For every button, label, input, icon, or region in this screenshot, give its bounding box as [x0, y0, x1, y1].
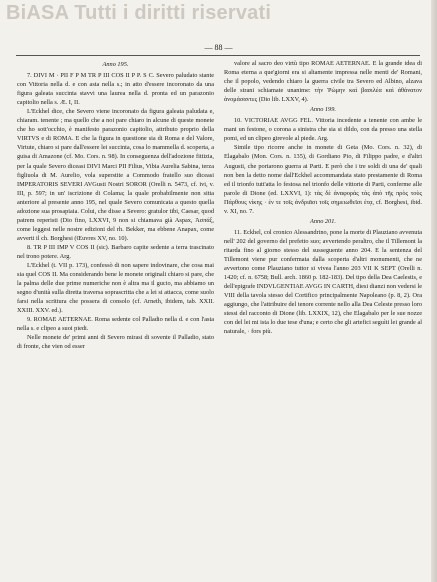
- year-heading: Anno 195.: [102, 61, 129, 68]
- entry-paragraph: 10. VICTORIAE AVGG FEL. Vittoria incedente a tenente con ambe le mani un festone, o corona a sinistra che sia si dildo, con da presso una stella pomi, ed un clipeo girevole al piede. Arg.: [224, 117, 422, 143]
- entry-paragraph: 7. DIVI M · PII F P M TR P III COS II P P. S C. Severo paludato stante con Vittoria nella d. e con asta nella s.; in atto d'essere incoronato da una figura galeata succinta stavvi una laurea nella d. pronta ed un parazonio capitolio nella s. Æ. I, II.: [17, 72, 214, 107]
- entry-paragraph: 11. Eckhel, col cronico Alessandrino, pone la morte di Plauziano avvenuta nell' 202 del governo del prefetto suo; avvertendo peraltro, che il Tillemont la ritarda fino al giorno stesso del susseguente anno 204. E la sentenza del Tillemont viene pur confermata dalla scoperta d'altri monumenti, che ne avvertono come Plauziano tuttor si vivea l'anno 203 VII K SEPT (Orelli n. 1420; cf. n. 6758; Bull. arch. 1860 p. 182-183). Del tipo della Dea Caelestis, e dell'epigrafe INDVLGENTIAE AVGG IN CARTH, diesi dianzi non vedersi le VIII della tavola stesso del Cortifico principalmente Napoleano (p. 8, 2). Ora aggiungo, che l'attribuire del tenore corrente nello alla Dea Celeste presso loro stessi del racconto di Dione (lib. LXXIX, 12), che Elagabalo per le sue nozze con del lei mi ista lo due tese d'una; e certo che gli artefici seguìti lei grande al naturale, · fors più.: [224, 228, 422, 336]
- body-paragraph: valore al sacro deo virtù tipo ROMAE AETERNAE. E la grande idea di Roma eterna a que'giorni era si altamente impressa nelle menti de' Romani, che il popolo, vedendo chiaro la guerra civile tra Severo ed Albino, alzava delle strani schiamate unanime: τὴν Ῥώμην καὶ βασιλέα καὶ ἀθάνατον ἀνομάσαντες (Dio lib. LXXV, 4).: [224, 60, 422, 104]
- year-heading: Anno 199.: [310, 106, 336, 114]
- header-rule: [16, 55, 420, 56]
- page-number: — 88 —: [204, 43, 233, 52]
- watermark: BiASA Tutti i diritti riservati: [6, 2, 272, 24]
- entry-paragraph: 8. TR P III IMP V COS II (sic). Barbaro capite sedente a terra trascinato nel trono potere. Arg.: [17, 243, 214, 260]
- body-paragraph: L'Eckhel (t. VII p. 173), confessò di non sapere indovinare, che cosa mai sia quel COS II. Ma considerando bene le monete originali chiaro si pare, che la palma delle due prime numeriche non è altra ma il gucio, ma abbiamo un segno d'unità sulla diretta traversa soprascritta che a lei si attacca, come suolo farsi nella scrittura che possera di consolo (cf. Arneth, ibidem, tab. XXII. XXIII. XXV. ed.).: [17, 262, 214, 315]
- entry-paragraph: 9. ROMAE AETERNAE. Roma sedente col Palladio nella d. e con l'asta nella s. e clipeo a suoi piedi.: [17, 316, 214, 333]
- body-paragraph: Nelle monete de' primi anni di Severo mirasi di sovente il Palladio, stato di fronte, che vien od esser: [17, 334, 214, 351]
- left-column: [17, 59, 214, 352]
- body-paragraph: L'Eckhel dice, che Severo viene incoronato da figura galeata paludata e, chiaram. tenente ; ma quello che a noi pare chiaro in alcune di queste monete che ho sott'occhio, è manifesto parazonio capitolio, attributo proprio della VIRTVS e di ROMA. E che la figura in questione sia di Roma e del Valore, Virtute, chiaro si pare dall'essere lei succinta, cosa lo mammella d. scoperta, a guisa di Amazone (cf. Mo. Cors. n. 98). In conseguenza dell'adozione fittizia, per la quale Severo diceasi DIVI Marci PII Filius, Vibia Aurelia Sabina, terza figliuola di M. Aurelio, vola superstite a Commodo fratello suo diceasi IMPERATORIS SEVERI AVGusti Nostri SOROR (Orelli n. 5473, cf. ivi, v. III, p. 597; in un' iscrizione di Colama; la quale probabilmente non sitta anteriore al presente anno 195, nel quale Severo comunicata a questo quella adozione sua prosapiaia. Colui, che disse a Severo: gratulor tibi, Caesar, quod patrem reperisti (Dio fino, LXXVI, 9 non si chiamava già Aspax, Ἀσπάξ, come leggesi nelle nostre edizioni del rh. Bekker, ma ebbene Anapax, come avverti il ch. Borghesi (Œuvres XV, no. 10).: [17, 108, 214, 242]
- right-column: [224, 59, 422, 336]
- year-heading: Anno 201.: [310, 217, 336, 225]
- page-edge: [431, 0, 437, 582]
- body-paragraph: Simile tipo ricorre anche in monete di Geta (Mo. Cors. n. 32), di Elagabalo (Mon. Cors. n. 135), di Gordiano Pio, di Filippo padre, e d'altri Augusti, che portarono guerra ai Parti. E però che i tre soldi di una de' quali non ben la detto nome dall'Eckhel accommandata stato prestamente di Roma ed il trionfo tutt'atta lo festosa nel trionfo delle vittorie di Parti, conferme alle parole di Dione (ed. LXXVI, 1): τὰς δὲ ἀναφορὰς τὰς ἀπὸ τῆς πρὸς τοὺς Πάρθους νίκης · ἐν τε τοῖς ἀνδριᾶσι τοῖς σημειωθεῖσι ἐτᾳ, cf. Borghesi, ibid. v. XI, no. 7.: [224, 144, 422, 215]
